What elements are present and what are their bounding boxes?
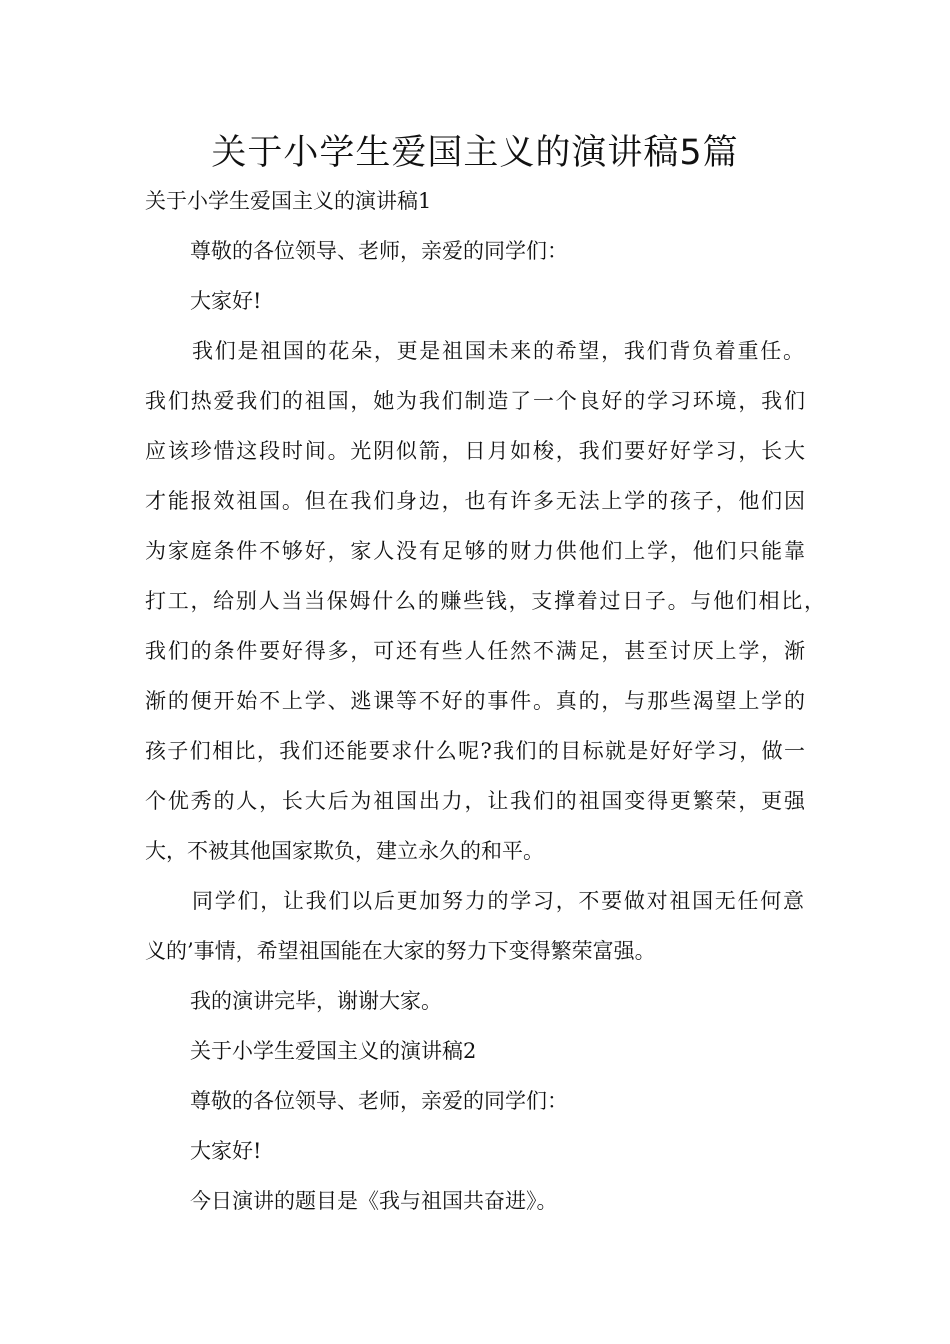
speech1-greeting: 尊敬的各位领导、老师，亲爱的同学们： (190, 239, 568, 263)
speech1-paragraph-line: 我们的条件要好得多，可还有些人任然不满足，甚至讨厌上学，渐 (145, 639, 805, 663)
speech1-hello: 大家好! (190, 289, 262, 313)
speech1-paragraph-line: 我们热爱我们的祖国，她为我们制造了一个良好的学习环境，我们 (145, 389, 805, 413)
speech1-paragraph-line: 才能报效祖国。但在我们身边，也有许多无法上学的孩子，他们因 (145, 489, 805, 513)
speech1-paragraph-line: 同学们，让我们以后更加努力的学习，不要做对祖国无任何意 (192, 889, 804, 913)
speech1-paragraph-line: 我们是祖国的花朵，更是祖国未来的希望，我们背负着重任。 (192, 339, 804, 363)
speech1-paragraph-line: 孩子们相比，我们还能要求什么呢?我们的目标就是好好学习，做一 (145, 739, 805, 763)
speech2-hello: 大家好! (190, 1139, 262, 1163)
speech1-paragraph-line: 应该珍惜这段时间。光阴似箭，日月如梭，我们要好好学习，长大 (145, 439, 805, 463)
speech1-paragraph-line: 为家庭条件不够好，家人没有足够的财力供他们上学，他们只能靠 (145, 539, 805, 563)
speech1-closing: 我的演讲完毕，谢谢大家。 (190, 989, 442, 1013)
speech2-intro: 今日演讲的题目是《我与祖国共奋进》。 (190, 1189, 558, 1213)
speech1-heading: 关于小学生爱国主义的演讲稿1 (145, 189, 432, 213)
speech1-paragraph-line: 渐的便开始不上学、逃课等不好的事件。真的，与那些渴望上学的 (145, 689, 805, 713)
speech1-paragraph-line: 打工，给别人当当保姆什么的赚些钱，支撑着过日子。与他们相比， (145, 589, 825, 613)
speech1-paragraph-line: 个优秀的人，长大后为祖国出力，让我们的祖国变得更繁荣，更强 (145, 789, 805, 813)
speech2-heading: 关于小学生爱国主义的演讲稿2 (190, 1039, 477, 1063)
speech2-greeting: 尊敬的各位领导、老师，亲爱的同学们： (190, 1089, 568, 1113)
document-title: 关于小学生爱国主义的演讲稿5篇 (211, 133, 739, 173)
speech1-paragraph-line: 义的’事情，希望祖国能在大家的努力下变得繁荣富强。 (145, 939, 656, 963)
speech1-paragraph-line: 大，不被其他国家欺负，建立永久的和平。 (145, 839, 544, 863)
